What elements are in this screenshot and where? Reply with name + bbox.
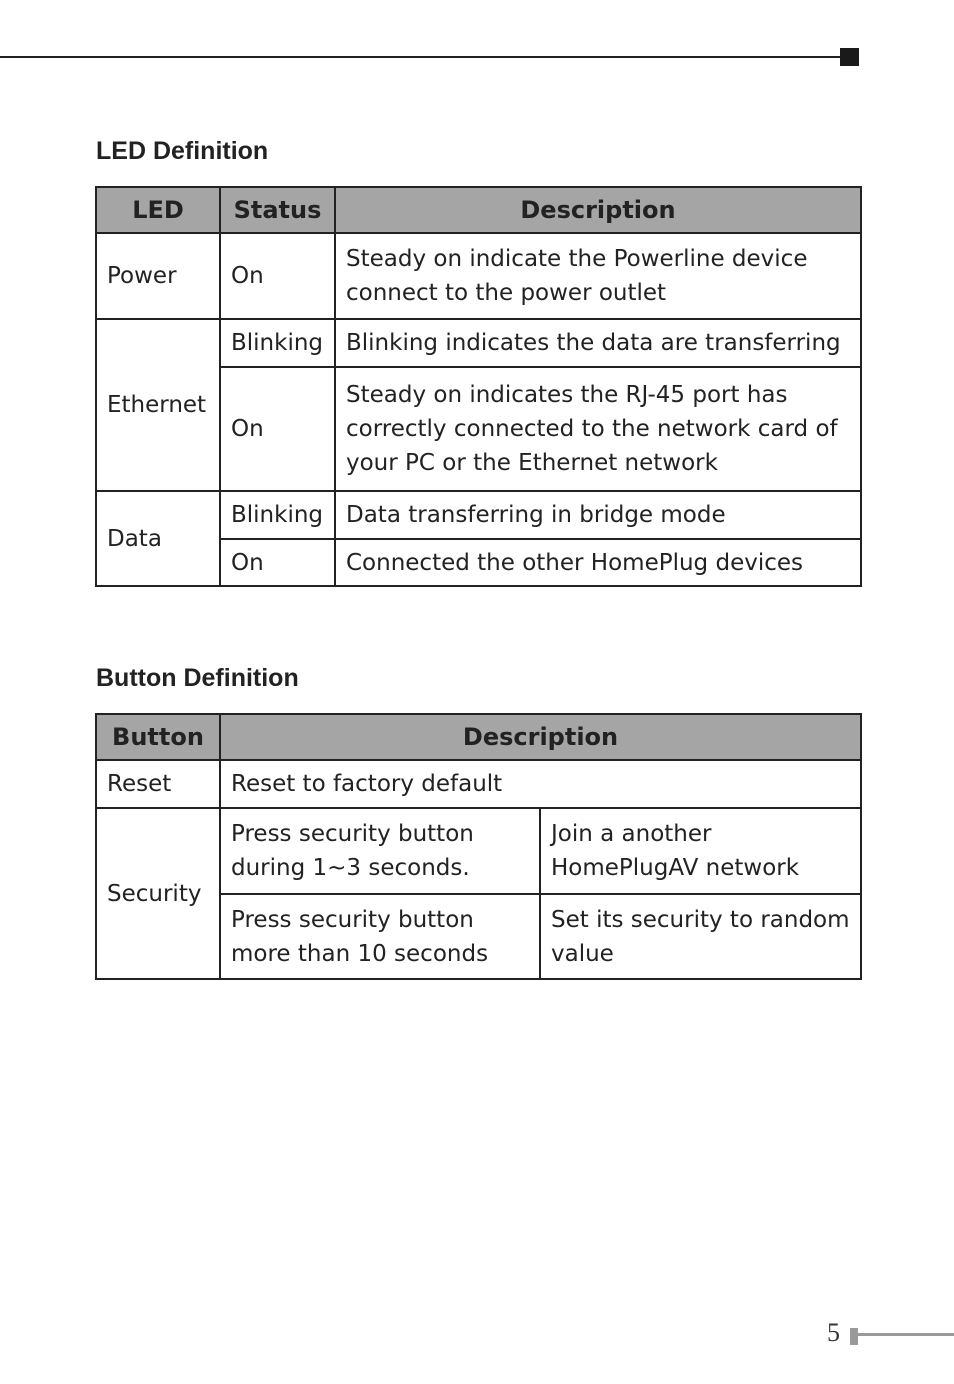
led-name-cell: Power bbox=[96, 233, 220, 319]
button-column-header: Button bbox=[96, 714, 220, 760]
result-cell: Join a another HomePlugAV network bbox=[540, 808, 861, 894]
table-row-power bbox=[96, 233, 861, 319]
description-cell: Connected the other HomePlug devices bbox=[335, 539, 861, 586]
table-row-security-short-press bbox=[96, 808, 861, 894]
led-definition-title: LED Definition bbox=[96, 137, 269, 165]
button-table-header-row bbox=[96, 714, 861, 760]
page-number: 5 bbox=[827, 1318, 840, 1347]
led-name-cell: Ethernet bbox=[96, 319, 220, 491]
action-cell: Press security button during 1~3 seconds. bbox=[220, 808, 540, 894]
button-definition-title: Button Definition bbox=[96, 664, 299, 692]
description-cell: Steady on indicate the Powerline device connect to the power outlet bbox=[335, 233, 861, 319]
status-column-header: Status bbox=[220, 187, 335, 233]
description-column-header: Description bbox=[220, 714, 861, 760]
status-cell: Blinking bbox=[220, 319, 335, 367]
description-cell: Data transferring in bridge mode bbox=[335, 491, 861, 539]
led-definition-table bbox=[95, 186, 862, 587]
description-cell: Reset to factory default bbox=[220, 760, 861, 808]
description-column-header: Description bbox=[335, 187, 861, 233]
result-cell: Set its security to random value bbox=[540, 894, 861, 979]
status-cell: On bbox=[220, 233, 335, 319]
header-rule bbox=[0, 56, 842, 58]
header-square-marker bbox=[840, 48, 859, 66]
button-name-cell: Security bbox=[96, 808, 220, 979]
action-cell: Press security button more than 10 seconds bbox=[220, 894, 540, 979]
status-cell: Blinking bbox=[220, 491, 335, 539]
led-column-header: LED bbox=[96, 187, 220, 233]
table-row-reset bbox=[96, 760, 861, 808]
table-row-ethernet-blinking bbox=[96, 319, 861, 367]
button-name-cell: Reset bbox=[96, 760, 220, 808]
description-cell: Steady on indicates the RJ-45 port has correctly connected to the network card of your PC or the Ethernet network bbox=[335, 367, 861, 491]
led-table-header-row bbox=[96, 187, 861, 233]
status-cell: On bbox=[220, 367, 335, 491]
status-cell: On bbox=[220, 539, 335, 586]
table-row-data-blinking bbox=[96, 491, 861, 539]
button-definition-table bbox=[95, 713, 862, 980]
led-name-cell: Data bbox=[96, 491, 220, 586]
description-cell: Blinking indicates the data are transferring bbox=[335, 319, 861, 367]
page-number-marker bbox=[850, 1328, 858, 1345]
footer-rule bbox=[858, 1333, 954, 1336]
